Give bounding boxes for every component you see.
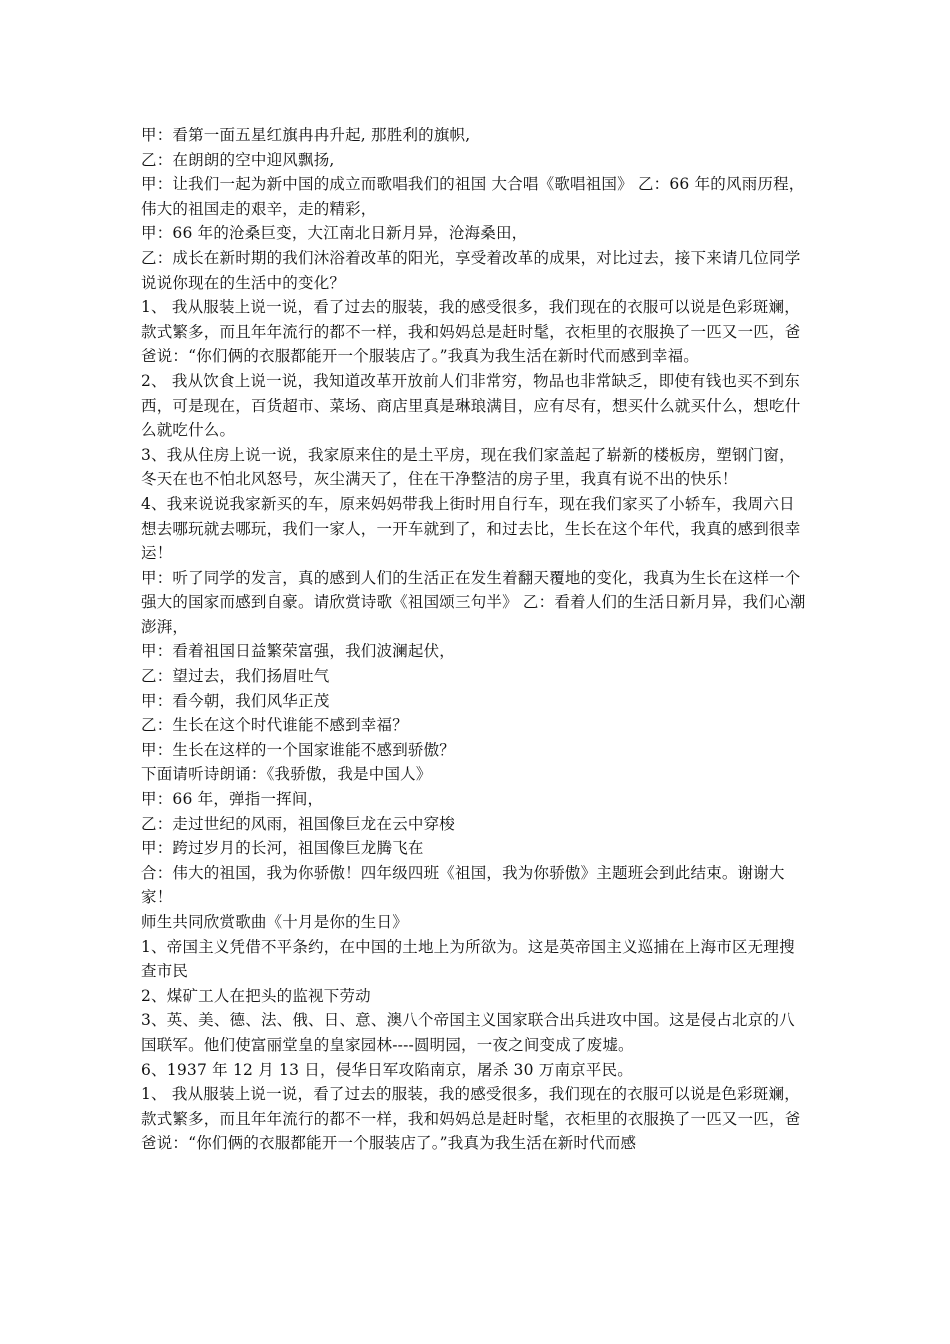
- paragraph: 乙：望过去，我们扬眉吐气: [141, 667, 330, 686]
- paragraph: 1、 我从服装上说一说，看了过去的服装，我的感受很多，我们现在的衣服可以说是色彩斑斓，款式繁多，而且年年流行的都不一样，我和妈妈总是赶时髦，衣柜里的衣服换了一匹又一匹，爸爸说：“你们俩的衣服都能开一个服装店了。”我真为我生活在新时代而感到幸福。: [141, 298, 801, 366]
- paragraph: 乙：生长在这个时代谁能不感到幸福？: [141, 716, 408, 735]
- paragraph: 甲：看着祖国日益繁荣富强，我们波澜起伏，: [141, 642, 456, 661]
- paragraph: 乙：成长在新时期的我们沐浴着改革的阳光，享受着改革的成果，对比过去，接下来请几位同学说说你现在的生活中的变化？: [141, 248, 801, 292]
- paragraph: 1、帝国主义凭借不平条约，在中国的土地上为所欲为。这是英帝国主义巡捕在上海市区无理搜查市民: [141, 937, 795, 981]
- paragraph: 甲：生长在这样的一个国家谁能不感到骄傲？: [141, 740, 456, 759]
- paragraph: 3、我从住房上说一说，我家原来住的是土平房，现在我们家盖起了崭新的楼板房，塑钢门窗，冬天在也不怕北风怒号，灰尘满天了，住在干净整洁的房子里，我真有说不出的快乐！: [141, 445, 795, 489]
- paragraph: 下面请听诗朗诵：《我骄傲，我是中国人》: [141, 765, 432, 784]
- paragraph: 6、1937 年 12 月 13 日，侵华日军攻陷南京，屠杀 30 万南京平民。: [141, 1060, 633, 1079]
- paragraph: 甲：66 年的沧桑巨变，大江南北日新月异，沧海桑田，: [141, 224, 528, 243]
- paragraph: 2、 我从饮食上说一说，我知道改革开放前人们非常穷，物品也非常缺乏，即使有钱也买不到东西，可是现在，百货超市、菜场、商店里真是琳琅满目，应有尽有，想买什么就买什么，想吃什么就吃什么。: [141, 371, 801, 440]
- paragraph: 3、英、美、德、法、俄、日、意、澳八个帝国主义国家联合出兵进攻中国。这是侵占北京的八国联军。他们使富丽堂皇的皇家园林----圆明园，一夜之间变成了废墟。: [141, 1011, 795, 1054]
- paragraph: 2、煤矿工人在把头的监视下劳动: [141, 986, 371, 1005]
- paragraph: 合：伟大的祖国，我为你骄傲！四年级四班《祖国，我为你骄傲》主题班会到此结束。谢谢大家！: [141, 863, 785, 907]
- paragraph: 1、 我从服装上说一说，看了过去的服装，我的感受很多，我们现在的衣服可以说是色彩斑斓，款式繁多，而且年年流行的都不一样，我和妈妈总是赶时髦，衣柜里的衣服换了一匹又一匹，爸爸说：“你们俩的衣服都能开一个服装店了。”我真为我生活在新时代而感: [141, 1085, 801, 1153]
- paragraph: 甲：跨过岁月的长河，祖国像巨龙腾飞在: [141, 839, 424, 858]
- paragraph: 甲：让我们一起为新中国的成立而歌唱我们的祖国 大合唱《歌唱祖国》 乙：66 年的风雨历程，伟大的祖国走的艰辛，走的精彩，: [141, 175, 805, 218]
- paragraph: 师生共同欣赏歌曲《十月是你的生日》: [141, 913, 408, 931]
- paragraph: 甲：看今朝，我们风华正茂: [141, 691, 330, 710]
- document-body: [141, 123, 809, 1156]
- paragraph: 甲：看第一面五星红旗冉冉升起, 那胜利的旗帜,: [141, 126, 471, 144]
- paragraph: 乙：走过世纪的风雨，祖国像巨龙在云中穿梭: [141, 814, 456, 833]
- paragraph: 甲：听了同学的发言，真的感到人们的生活正在发生着翻天覆地的变化，我真为生长在这样一个强大的国家而感到自豪。请欣赏诗歌《祖国颂三句半》 乙：看着人们的生活日新月异，我们心潮澎湃，: [141, 568, 806, 636]
- paragraph: 乙：在朗朗的空中迎风飘扬,: [141, 150, 335, 169]
- paragraph: 甲：66 年，弹指一挥间，: [141, 790, 324, 809]
- paragraph: 4、我来说说我家新买的车，原来妈妈带我上街时用自行车，现在我们家买了小轿车，我周六日想去哪玩就去哪玩，我们一家人，一开车就到了，和过去比，生长在这个年代，我真的感到很幸运！: [141, 494, 801, 563]
